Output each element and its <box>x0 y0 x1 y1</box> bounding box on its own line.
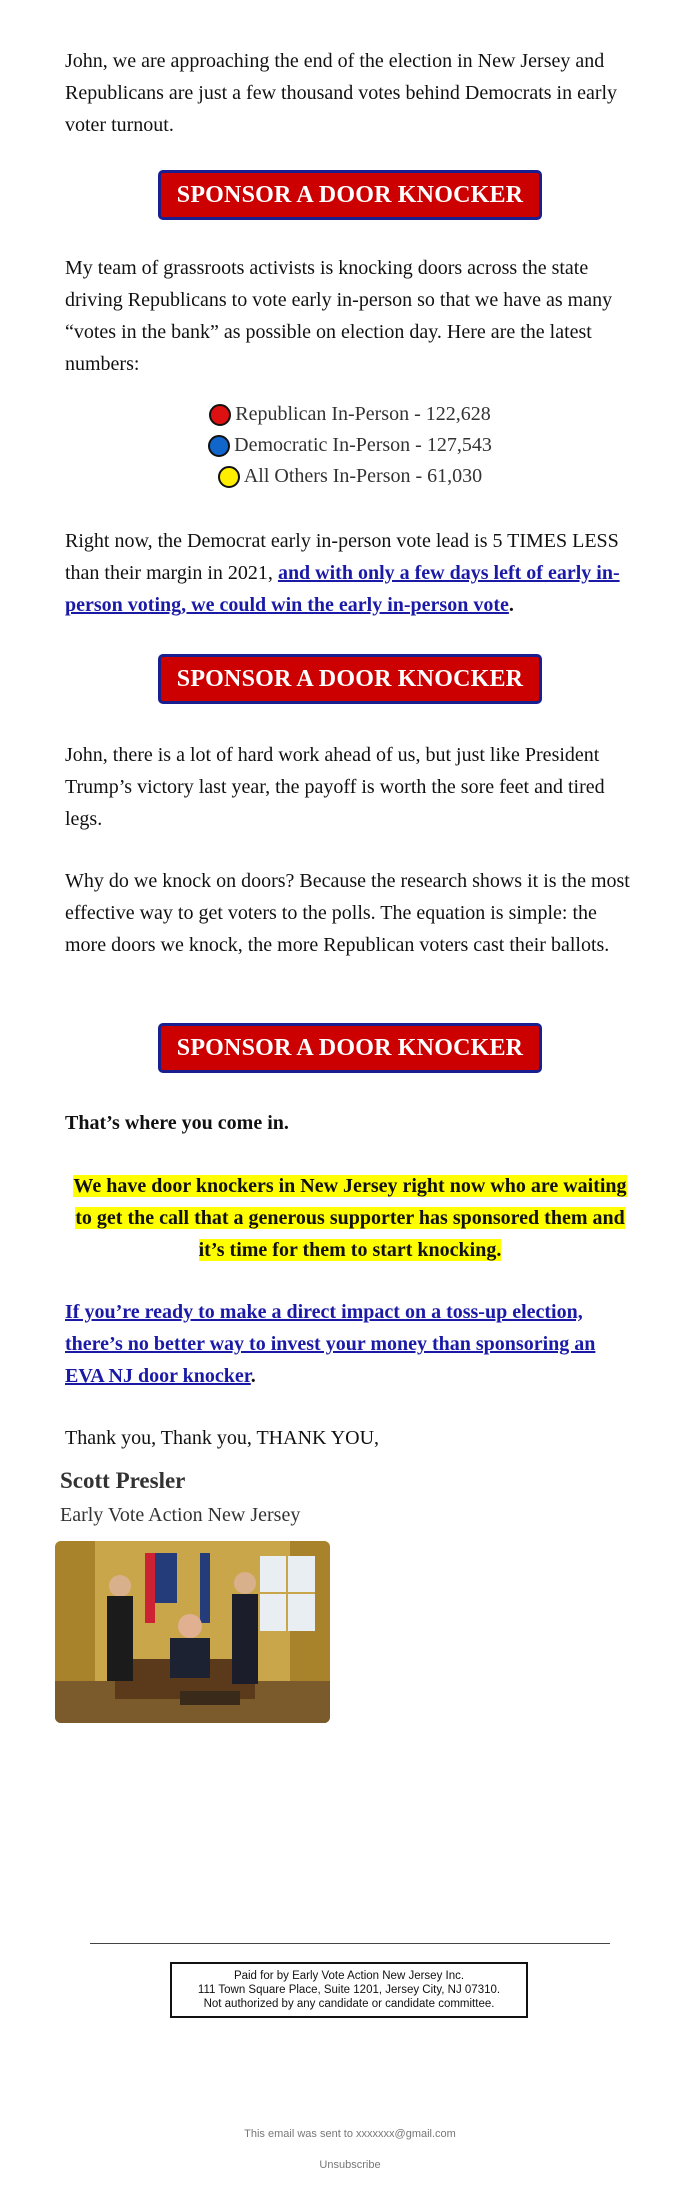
sponsor-door-knocker-button[interactable]: SPONSOR A DOOR KNOCKER <box>158 654 542 704</box>
stat-label: All Others In-Person - 61,030 <box>243 465 483 487</box>
come-in-text: That’s where you come in. <box>65 1112 289 1134</box>
sponsor-door-knocker-button[interactable]: SPONSOR A DOOR KNOCKER <box>158 170 542 220</box>
lead-end: . <box>508 594 514 616</box>
lead-text: Right now, the Democrat early in-person vote lead is 5 TIMES LESS than their margin in 2021, <box>65 530 619 584</box>
stat-others <box>218 461 482 492</box>
hard-work-paragraph: John, there is a lot of hard work ahead of us, but just like President Trump’s victory last year, the payoff is worth the sore feet and tired legs. <box>65 744 605 830</box>
lead-paragraph-block <box>65 525 635 621</box>
blue-dot-icon <box>208 435 230 457</box>
paid-for-disclaimer <box>170 1962 528 2018</box>
turnout-stats <box>0 399 700 492</box>
come-in-block <box>65 1107 635 1139</box>
stat-democratic <box>208 430 492 461</box>
lead-paragraph <box>65 525 635 621</box>
red-dot-icon <box>209 404 231 426</box>
impact-link[interactable]: If you’re ready to make a direct impact on a toss-up election, there’s no better way to invest your money than sponsoring an EVA NJ door knocker <box>65 1301 596 1387</box>
disclaimer-line-2: 111 Town Square Place, Suite 1201, Jersey City, NJ 07310. <box>197 1984 501 1996</box>
early-vote-link[interactable]: and with only a few days left of early in-person voting, we could win the early in-person vote <box>65 562 620 616</box>
impact-paragraph <box>65 1296 635 1392</box>
why-paragraph-block <box>65 865 635 961</box>
disclaimer-line-1: Paid for by Early Vote Action New Jersey Inc. <box>233 1970 465 1982</box>
stat-label: Democratic In-Person - 127,543 <box>234 434 492 456</box>
signature-org: Early Vote Action New Jersey <box>60 1504 301 1526</box>
stat-label: Republican In-Person - 122,628 <box>235 403 491 425</box>
impact-end: . <box>250 1365 256 1387</box>
unsubscribe-link[interactable]: Unsubscribe <box>319 2159 381 2171</box>
signature-name: Scott Presler <box>60 1468 186 1493</box>
highlight-text: We have door knockers in New Jersey right now who are waiting to get the call that a generous supporter has sponsored them and it’s time for them to start knocking. <box>73 1175 627 1261</box>
cta-wrap-3 <box>0 1023 700 1073</box>
sent-to-text: This email was sent to xxxxxxx@gmail.com <box>244 2128 456 2140</box>
impact-block <box>65 1296 635 1392</box>
footer-divider <box>90 1943 610 1944</box>
stat-republican <box>209 399 491 430</box>
disclaimer-line-3: Not authorized by any candidate or candidate committee. <box>203 1998 495 2010</box>
intro-paragraph: John, we are approaching the end of the election in New Jersey and Republicans are just a few thousand votes behind Democrats in early voter turnout. <box>65 50 618 136</box>
intro-paragraph-block <box>65 45 635 141</box>
cta-wrap-2 <box>0 654 700 704</box>
hard-work-paragraph-block <box>65 739 635 835</box>
cta-wrap-1 <box>0 170 700 220</box>
signature-photo <box>55 1541 330 1723</box>
yellow-dot-icon <box>218 466 240 488</box>
thanks-text: Thank you, Thank you, THANK YOU, <box>65 1427 380 1449</box>
why-paragraph: Why do we knock on doors? Because the research shows it is the most effective way to get voters to the polls. The equation is simple: the more doors we knock, the more Republican voters cast their ballots. <box>65 870 630 956</box>
highlight-block <box>65 1170 635 1266</box>
sponsor-door-knocker-button[interactable]: SPONSOR A DOOR KNOCKER <box>158 1023 542 1073</box>
team-paragraph: My team of grassroots activists is knocking doors across the state driving Republicans to vote early in-person so that we have as many “votes in the bank” as possible on election day. Here are the latest numbers: <box>65 257 613 375</box>
team-paragraph-block <box>65 252 635 380</box>
thanks-block <box>65 1422 635 1454</box>
